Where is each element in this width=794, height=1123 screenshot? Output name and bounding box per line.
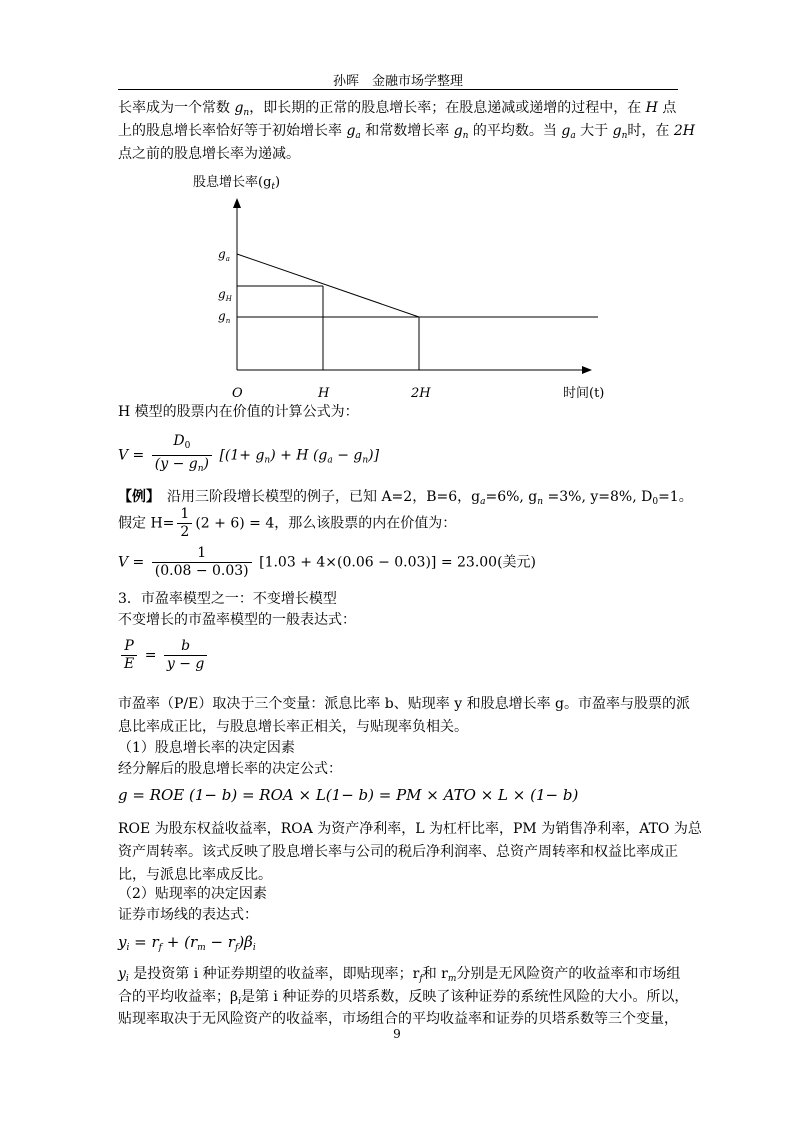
example-line: 【例】 沿用三阶段增长模型的例子，已知 A=2，B=6，$g_a=6\%$, $g_n =3\%$, y=8%, $D_0=1$。 <box>118 489 693 507</box>
pe-heading: 3．市盈率模型之一：不变增长模型 <box>118 591 337 607</box>
example-assume: 假定 H= $\frac{1}{2}$ (2 + 6) = 4，那么该股票的内在价值为： <box>118 506 457 540</box>
graph-x-arrow <box>582 366 592 374</box>
growth-desc-2: 资产周转率。该式反映了股息增长率与公司的税后净利润率、总资产周转率和权益比率成正 <box>118 844 678 860</box>
intro-line-2: 上的股息增长率恰好等于初始增长率 $g_a$ 和常数增长率 $g_n$ 的平均数。当 $g_a$ 大于 $g_n$时，在 2H <box>118 123 695 141</box>
graph-x-axis-label: 时间(t) <box>563 386 605 401</box>
discount-desc-1: $y_i$ 是投资第 i 种证券期望的收益率，即贴现率；$r_f$和 $r_m$分别是无风险资产的收益率和市场组 <box>118 966 681 984</box>
pe-desc-1: 市盈率（P/E）取决于三个变量：派息比率 b、贴现率 y 和股息增长率 g。市盈率与股票的派 <box>118 696 690 712</box>
intro-line-3: 点之前的股息增长率为递减。 <box>118 146 300 162</box>
growth-desc-1: ROE 为股东权益收益率，ROA 为资产净利率，L 为杠杆比率，PM 为销售净利率，ATO 为总 <box>118 821 702 837</box>
h-model-title: H 模型的股票内在价值的计算公式为： <box>118 404 359 420</box>
graph-origin-label: O <box>232 386 243 401</box>
graph-y-axis-label: 股息增长率$(g_t)$ <box>193 175 281 192</box>
discount-sub: 证券市场线的表达式： <box>118 907 258 923</box>
h-model-formula: V = $\frac{D_0}{(y - g_n)}$ [$(1+ g_n) + H$ $(g_a - g_n)$] <box>118 433 380 474</box>
example-calc: V = $\frac{1}{(0.08 - 0.03)}$ [1.03 + 4×(0.06 − 0.03)] = 23.00(美元) <box>118 545 537 579</box>
graph-tick-2h: 2H <box>411 386 431 401</box>
graph-label-gh: $g_H$ <box>218 287 232 303</box>
pe-formula: $\frac{P}{E}$ = $\frac{b}{y - g}$ <box>118 638 210 673</box>
pe-desc-2: 息比率成正比，与股息增长率正相关，与贴现率负相关。 <box>118 719 468 735</box>
growth-desc-3: 比，与派息比率成反比。 <box>118 867 272 883</box>
pe-sub: 不变增长的市盈率模型的一般表达式： <box>118 612 356 628</box>
discount-desc-2: 合的平均收益率；$\beta_i$是第 i 种证券的贝塔系数，反映了该种证券的系统性风险的大小。所以， <box>118 989 689 1007</box>
graph-tick-h: H <box>318 386 330 401</box>
h-model-graph <box>0 0 794 420</box>
page-number: 9 <box>393 1027 401 1041</box>
growth-heading: （1）股息增长率的决定因素 <box>118 740 295 756</box>
graph-y-arrow <box>233 198 241 208</box>
discount-heading: （2）贴现率的决定因素 <box>118 886 267 902</box>
growth-sub: 经分解后的股息增长率的决定公式： <box>118 761 342 777</box>
graph-label-gn: $g_n$ <box>218 309 231 325</box>
intro-line-1: 长率成为一个常数 $g_n$，即长期的正常的股息增长率；在股息递减或递增的过程中，在 H 点 <box>118 100 677 118</box>
discount-desc-3: 贴现率取决于无风险资产的收益率，市场组合的平均收益率和证券的贝塔系数等三个变量， <box>118 1011 678 1027</box>
sml-formula: $y_i = r_f + (r_m - r_f)\beta_i$ <box>118 933 256 953</box>
growth-formula: g = ROE (1− b) = ROA × L(1− b) = PM × ATO × L × (1− b) <box>118 786 579 804</box>
page-header: 孙晖 金融市场学整理 <box>332 74 463 89</box>
graph-label-ga: $g_a$ <box>218 247 230 263</box>
